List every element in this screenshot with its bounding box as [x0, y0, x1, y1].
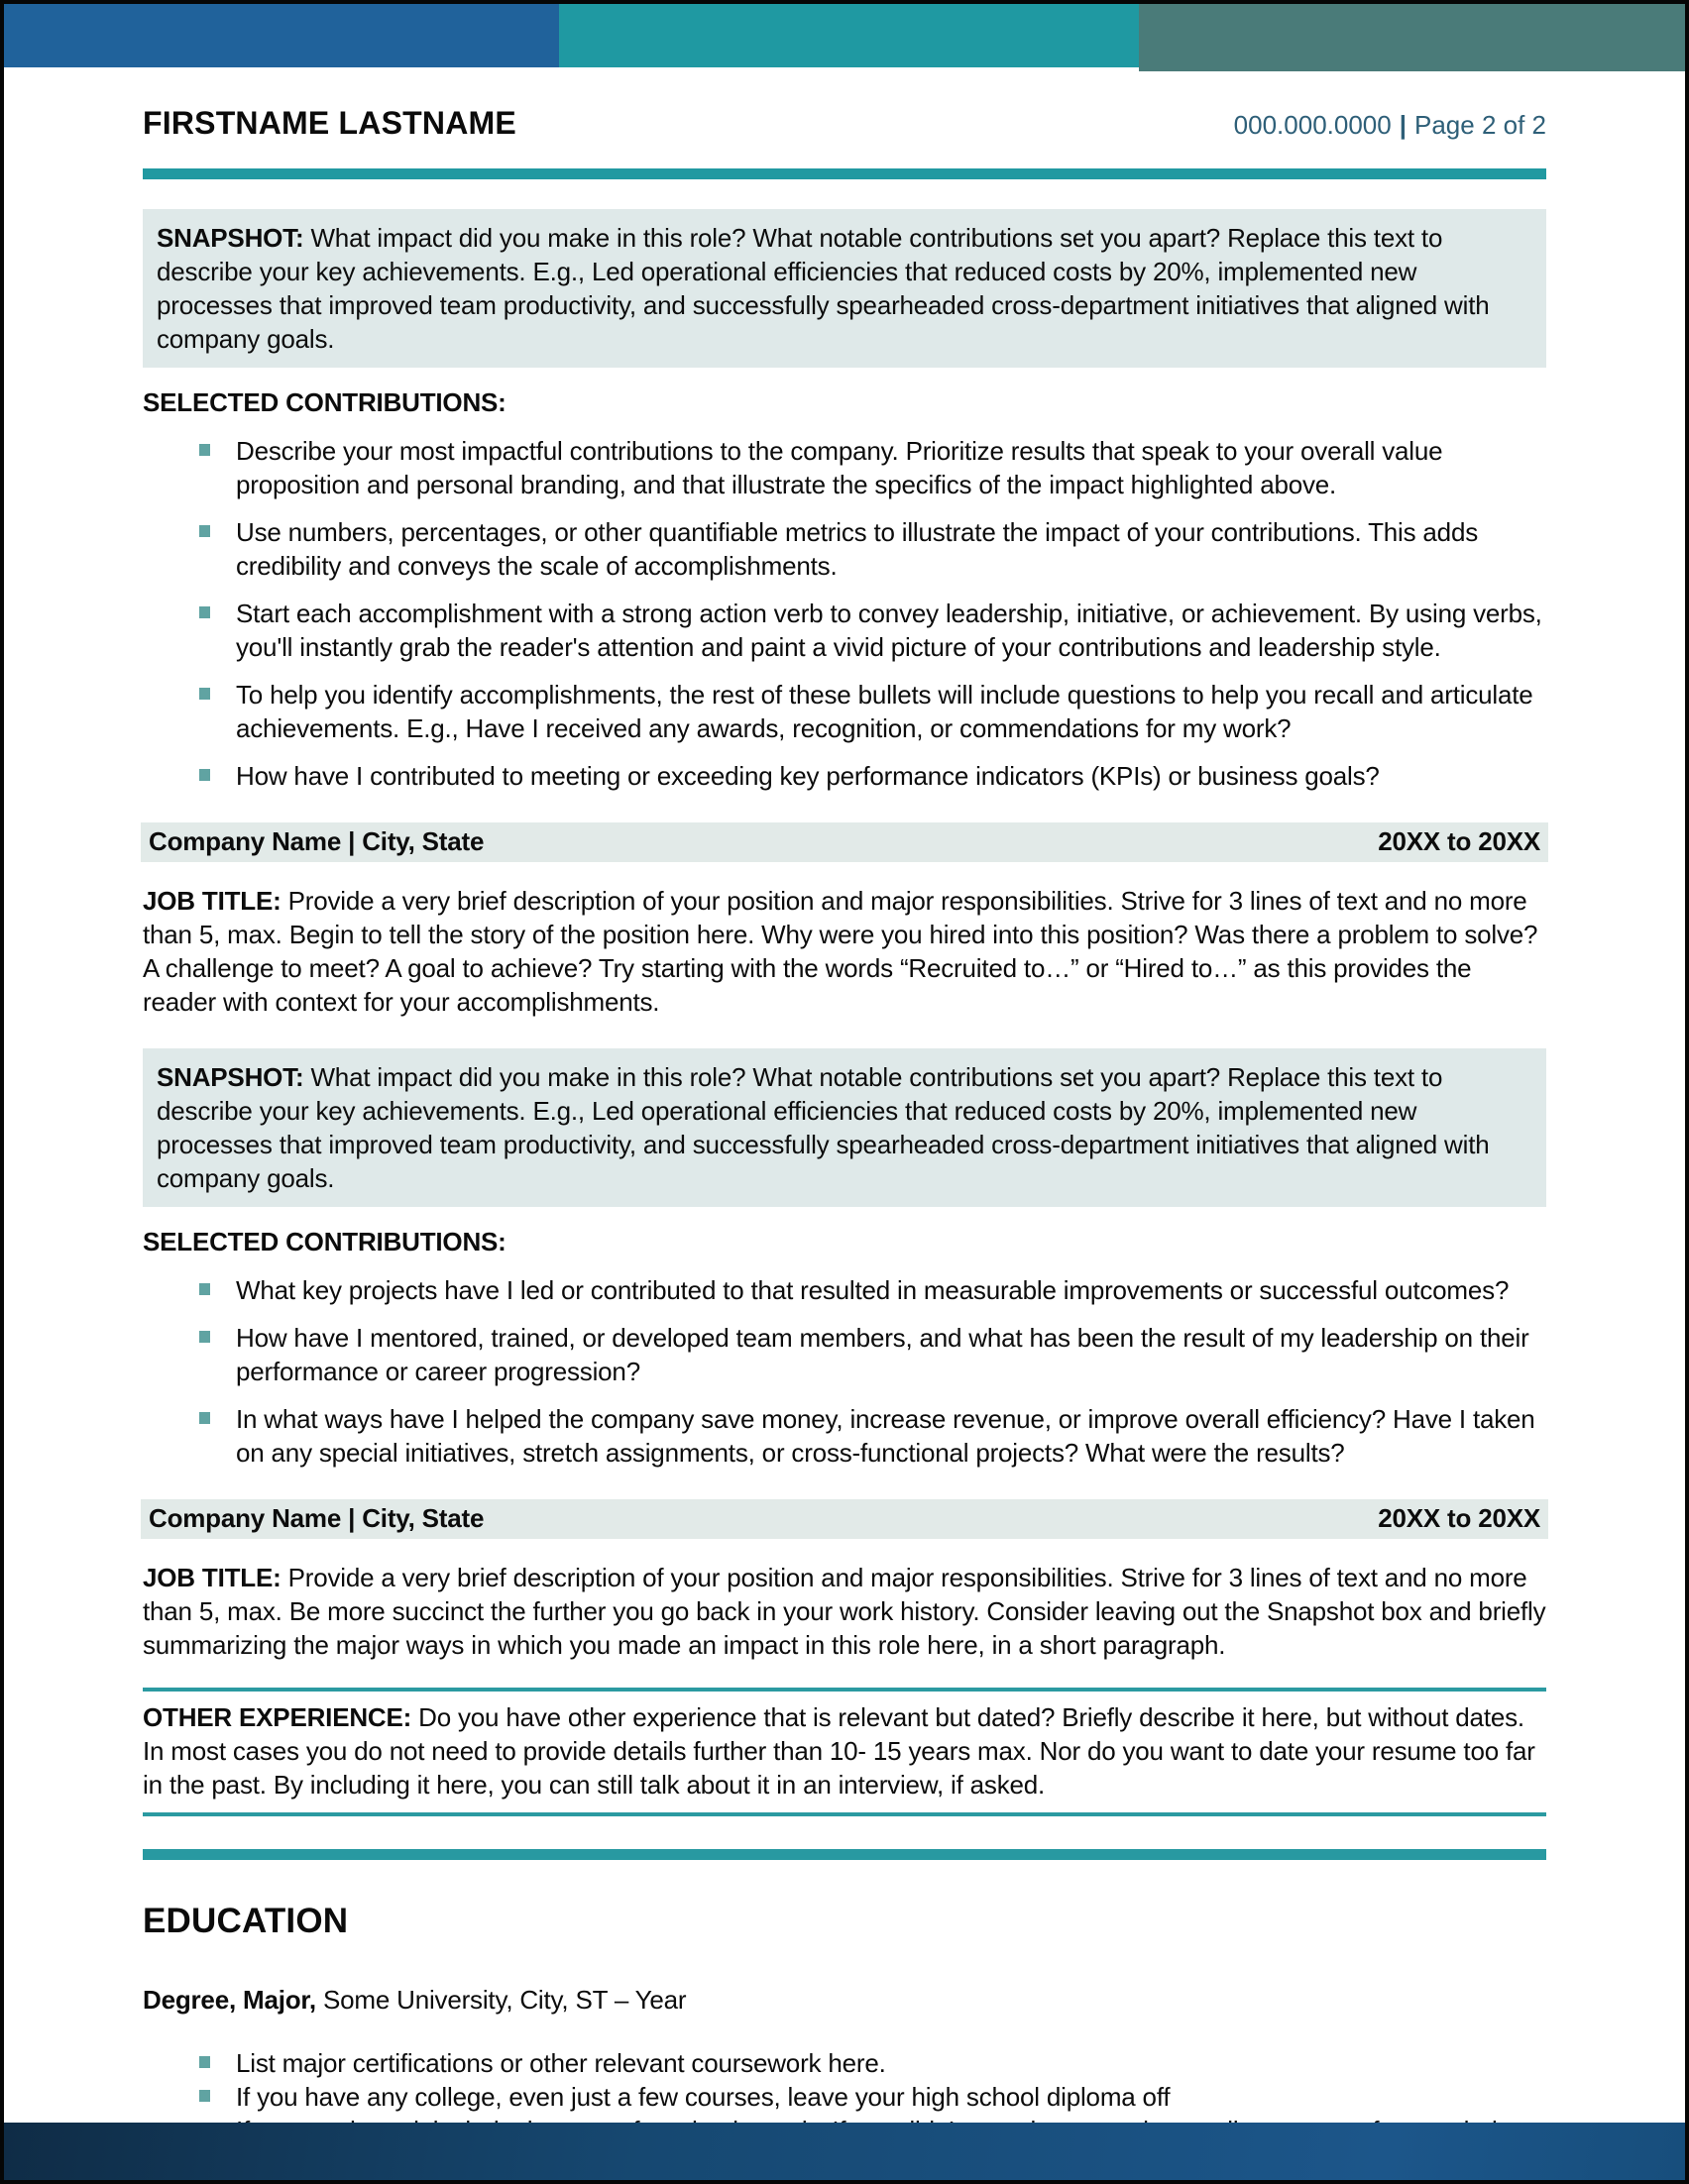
- company-name: Company Name | City, State: [149, 826, 485, 856]
- role-a-section: [4, 822, 1685, 1470]
- bullet-item: List major certifications or other relevant coursework here.: [143, 2046, 1546, 2080]
- company-header-bar: [141, 822, 1548, 862]
- role-continuation-section: [4, 209, 1685, 793]
- bullet-item: How have I mentored, trained, or developed team members, and what has been the result of my leadership on their performance or career progression?: [143, 1321, 1546, 1388]
- bullet-item: Start each accomplishment with a strong action verb to convey leadership, initiative, or achievement. By using verbs, you'll instantly grab the reader's attention and paint a vivid picture of your contributions and leadership style.: [143, 597, 1546, 664]
- snapshot-label: SNAPSHOT:: [157, 1062, 304, 1092]
- bullet-item: If you have any college, even just a few courses, leave your high school diploma off: [143, 2080, 1546, 2114]
- bullet-item: In what ways have I helped the company save money, increase revenue, or improve overall efficiency? Have I taken on any special initiatives, stretch assignments, or cross-functional projects? What were the results?: [143, 1402, 1546, 1470]
- top-bar-blue-segment: [4, 4, 559, 67]
- other-experience-box: [143, 1688, 1546, 1816]
- other-experience-label: OTHER EXPERIENCE:: [143, 1702, 412, 1732]
- snapshot-text: What impact did you make in this role? What notable contributions set you apart? Replace this text to describe your key achievements. E.g., Led operational efficiencies that reduced costs by 20%, implemented new processes that improved team productivity, and successfully spearheaded cross-department initiatives that aligned with company goals.: [157, 223, 1490, 354]
- contributions-list: [143, 434, 1546, 793]
- header-rule: [143, 168, 1546, 179]
- section-divider-rule: [143, 1849, 1546, 1860]
- top-bar-teal-segment: [559, 4, 1139, 67]
- company-header-bar: [141, 1499, 1548, 1539]
- job-title-paragraph: [143, 884, 1546, 1019]
- page-header: [143, 105, 1546, 142]
- bullet-item: What key projects have I led or contributed to that resulted in measurable improvements or successful outcomes?: [143, 1273, 1546, 1307]
- job-title-label: JOB TITLE:: [143, 1563, 282, 1592]
- snapshot-box: [143, 1048, 1546, 1207]
- employment-dates: 20XX to 20XX: [1378, 1503, 1540, 1533]
- company-name: Company Name | City, State: [149, 1503, 485, 1533]
- top-bar-sage-segment: [1139, 4, 1685, 71]
- top-accent-bar: [4, 4, 1685, 67]
- bullet-item: Use numbers, percentages, or other quantifiable metrics to illustrate the impact of your contributions. This adds credibility and conveys the scale of accomplishments.: [143, 515, 1546, 583]
- phone-number: 000.000.0000: [1233, 110, 1392, 140]
- employment-dates: 20XX to 20XX: [1378, 826, 1540, 856]
- other-experience-text: Do you have other experience that is relevant but dated? Briefly describe it here, but without dates. In most cases you do not need to provide details further than 10- 15 years max. Nor do you want to date your resume too far in the past. By including it here, you can still talk about it in an interview, if asked.: [143, 1702, 1535, 1800]
- job-title-text: Provide a very brief description of your position and major responsibilities. Strive for 3 lines of text and no more than 5, max. Be more succinct the further you go back in your work history. Consider leaving out the Snapshot box and briefly summarizing the major ways in which you made an impact in this role here, in a short paragraph.: [143, 1563, 1546, 1660]
- degree-line: [143, 1983, 1546, 2017]
- page-indicator: Page 2 of 2: [1414, 110, 1546, 140]
- job-title-paragraph: [143, 1561, 1546, 1662]
- header-contact-line: [1234, 110, 1546, 141]
- candidate-name: FIRSTNAME LASTNAME: [143, 105, 516, 141]
- degree-label: Degree, Major,: [143, 1985, 316, 2015]
- bottom-accent-bar: [4, 2123, 1685, 2180]
- snapshot-label: SNAPSHOT:: [157, 223, 304, 253]
- selected-contributions-heading: SELECTED CONTRIBUTIONS:: [143, 1227, 507, 1256]
- education-heading: EDUCATION: [143, 1902, 349, 1940]
- job-title-label: JOB TITLE:: [143, 886, 282, 916]
- bullet-item: To help you identify accomplishments, the rest of these bullets will include questions to help you recall and articulate achievements. E.g., Have I received any awards, recognition, or commendations for my work?: [143, 678, 1546, 745]
- snapshot-text: What impact did you make in this role? What notable contributions set you apart? Replace this text to describe your key achievements. E.g., Led operational efficiencies that reduced costs by 20%, implemented new processes that improved team productivity, and successfully spearheaded cross-department initiatives that aligned with company goals.: [157, 1062, 1490, 1193]
- job-title-text: Provide a very brief description of your position and major responsibilities. Strive for 3 lines of text and no more than 5, max. Begin to tell the story of the position here. Why were you hired into this position? Was there a problem to solve? A challenge to meet? A goal to achieve? Try starting with the words “Recruited to…” or “Hired to…” as this provides the reader with context for your accomplishments.: [143, 886, 1538, 1017]
- bullet-item: How have I contributed to meeting or exceeding key performance indicators (KPIs) or business goals?: [143, 759, 1546, 793]
- selected-contributions-heading: SELECTED CONTRIBUTIONS:: [143, 387, 507, 417]
- bullet-item: Describe your most impactful contributions to the company. Prioritize results that speak to your overall value proposition and personal branding, and that illustrate the specifics of the impact highlighted above.: [143, 434, 1546, 501]
- header-separator: |: [1399, 110, 1407, 140]
- degree-details: Some University, City, ST – Year: [322, 1985, 687, 2015]
- contributions-list: [143, 1273, 1546, 1470]
- role-b-section: [4, 1499, 1685, 1662]
- snapshot-box: [143, 209, 1546, 368]
